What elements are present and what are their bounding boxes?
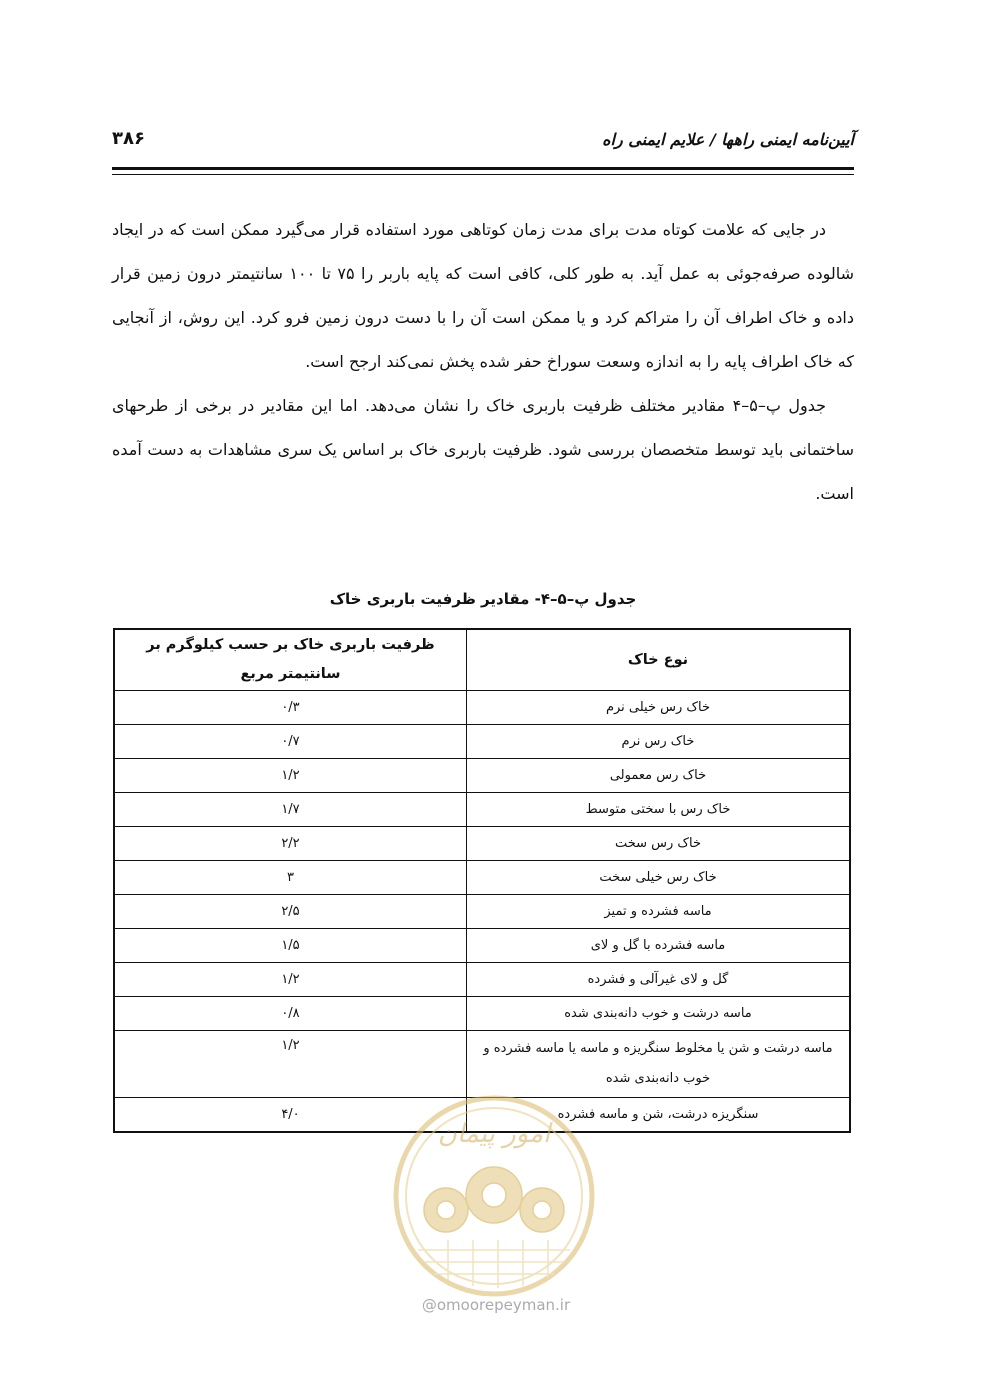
capacity-cell: ۴/۰ (114, 1098, 467, 1133)
capacity-cell: ۱/۷ (114, 793, 467, 827)
soil-type-cell: ماسه درشت و خوب دانه‌بندی شده (467, 997, 851, 1031)
table-row (114, 759, 850, 793)
capacity-cell: ۲/۲ (114, 827, 467, 861)
watermark-site: @omoorepeyman.ir (421, 1296, 571, 1314)
table-caption: جدول پ–۵–۴- مقادیر ظرفیت باربری خاک (329, 590, 637, 608)
capacity-cell: ۱/۲ (114, 963, 467, 997)
header-rule-thick (112, 167, 854, 170)
capacity-cell: ۰/۸ (114, 997, 467, 1031)
table-row (114, 895, 850, 929)
watermark-logo (388, 1090, 600, 1302)
header-capacity: ظرفیت باربری خاک بر حسب کیلوگرم بر سانتیمتر مربع (114, 629, 467, 691)
soil-type-cell: سنگریزه درشت، شن و ماسه فشرده (467, 1098, 851, 1133)
capacity-cell: ۲/۵ (114, 895, 467, 929)
table-header-row (114, 629, 850, 691)
paragraph-1: در جایی که علامت کوتاه مدت برای مدت زمان کوتاهی مورد استفاده قرار می‌گیرد ممکن است که در ایجاد شالوده صرفه‌جوئی به عمل آید. به طور کلی، کافی است که پایه باربر را ۷۵ تا ۱۰۰ سانتیمتر درون زمین قرار داده و خاک اطراف آن را متراکم کرد و یا ممکن است آن را با دست درون زمین فرو کرد. این روش، از آنجایی که خاک اطراف پایه را به اندازه وسعت سوراخ حفر شده پخش نمی‌کند ارجح است. (112, 220, 855, 371)
capacity-cell: ۳ (114, 861, 467, 895)
page-header (112, 126, 854, 156)
soil-type-cell: گل و لای غیرآلی و فشرده (467, 963, 851, 997)
table-row (114, 827, 850, 861)
capacity-cell: ۱/۲ (114, 759, 467, 793)
capacity-cell: ۱/۵ (114, 929, 467, 963)
table-row (114, 691, 850, 725)
soil-capacity-table (113, 628, 851, 1133)
watermark-logo-text: امور پیمان (437, 1119, 551, 1149)
soil-type-cell: خاک رس خیلی نرم (467, 691, 851, 725)
header-soil-type: نوع خاک (467, 629, 851, 691)
table-row (114, 861, 850, 895)
capacity-cell: ۱/۲ (114, 1031, 467, 1098)
table-row (114, 963, 850, 997)
soil-type-cell: خاک رس نرم (467, 725, 851, 759)
table-row (114, 793, 850, 827)
capacity-cell: ۰/۷ (114, 725, 467, 759)
header-rule-thin (112, 174, 854, 175)
table-row (114, 997, 850, 1031)
body-text (112, 208, 854, 516)
table-row (114, 725, 850, 759)
table-row (114, 929, 850, 963)
soil-type-cell: ماسه فشرده با گل و لای (467, 929, 851, 963)
page-number: ۳۸۶ (112, 128, 145, 149)
soil-type-cell: خاک رس سخت (467, 827, 851, 861)
soil-type-cell: خاک رس با سختی متوسط (467, 793, 851, 827)
soil-type-cell: خاک رس معمولی (467, 759, 851, 793)
paragraph-2: جدول پ–۵–۴ مقادیر مختلف ظرفیت باربری خاک را نشان می‌دهد. اما این مقادیر در برخی از طرحهای ساختمانی باید توسط متخصصان بررسی شود. ظرفیت باربری خاک بر اساس یک سری مشاهدات به دست آمده است. (112, 396, 854, 503)
soil-type-cell: خاک رس خیلی سخت (467, 861, 851, 895)
running-title: آیین‌نامه ایمنی راهها / علایم ایمنی راه (602, 130, 854, 149)
capacity-cell: ۰/۳ (114, 691, 467, 725)
soil-type-cell: ماسه درشت و شن یا مخلوط سنگریزه و ماسه یا ماسه فشرده و خوب دانه‌بندی شده (467, 1031, 851, 1098)
table-row (114, 1031, 850, 1098)
soil-type-cell: ماسه فشرده و تمیز (467, 895, 851, 929)
